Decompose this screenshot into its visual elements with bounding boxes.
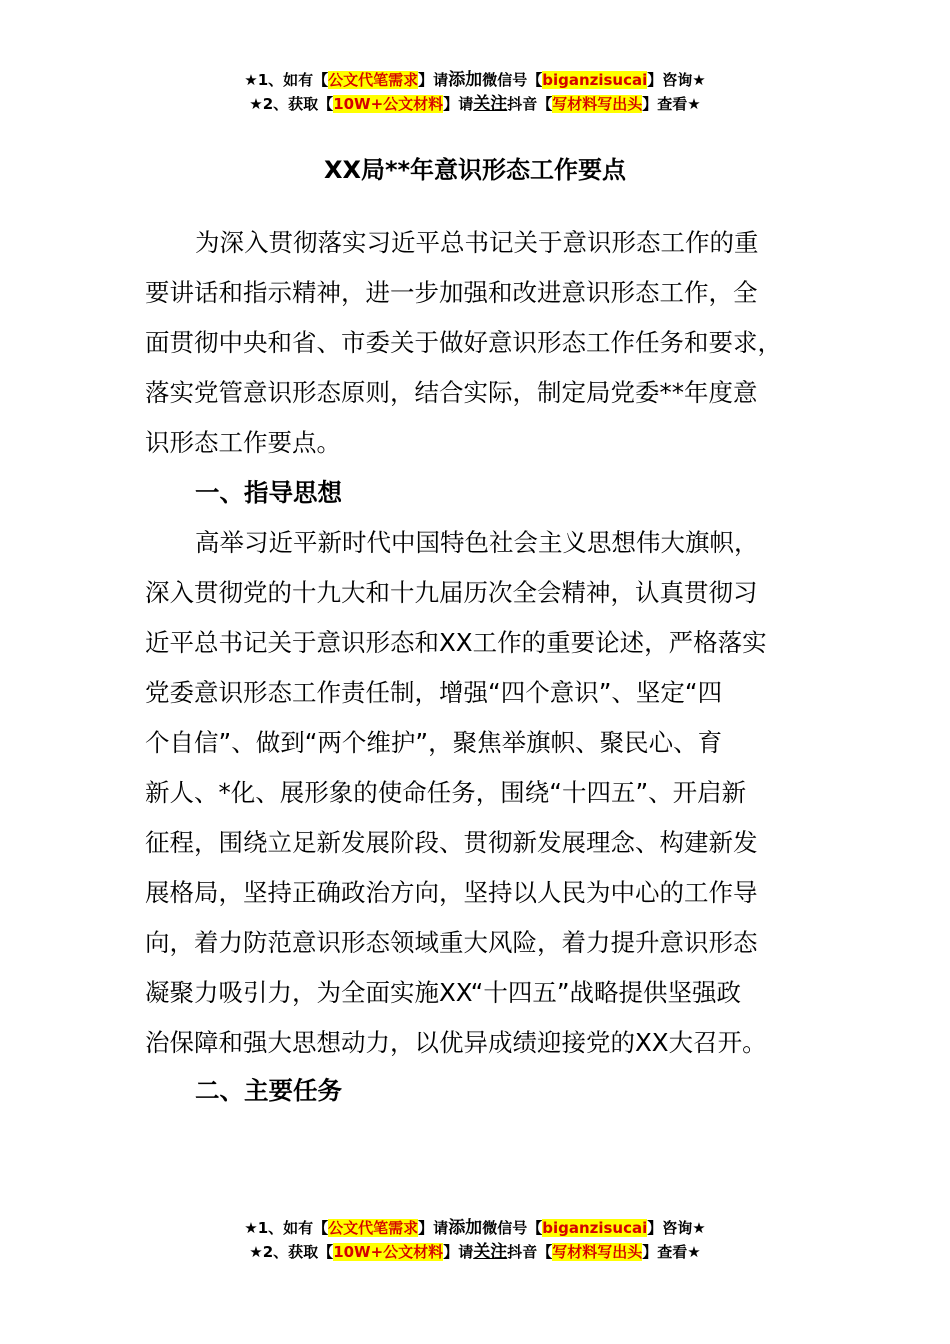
banner-text: 】咨询★ [647,1219,706,1237]
guiding-ideology-paragraph [145,518,810,1068]
bottom-banner [0,1216,950,1264]
banner-line-2 [0,1240,950,1264]
paragraph-line: 近平总书记关于意识形态和XX工作的重要论述，严格落实 [145,628,767,657]
highlight-wechat-id: biganzisucai [542,1219,648,1237]
banner-text: 】查看★ [642,95,701,113]
banner-line-1 [0,68,950,92]
paragraph-line: 要讲话和指示精神，进一步加强和改进意识形态工作，全 [145,278,758,307]
highlight-service: 公文代笔需求 [328,1219,419,1237]
section-heading-guiding-ideology: 一、指导思想 [195,478,342,507]
paragraph-line: 展格局，坚持正确政治方向，坚持以人民为中心的工作导 [145,878,758,907]
highlight-materials: 10W+公文材料 [333,1243,444,1261]
banner-text: 微信号【 [482,1219,543,1237]
banner-text: ★2、获取【 [249,1243,334,1261]
paragraph-line: 落实党管意识形态原则，结合实际，制定局党委**年度意 [145,378,758,407]
highlight-service: 公文代笔需求 [328,71,419,89]
banner-text: 】请 [443,95,474,113]
banner-emphasis: 添加 [448,1218,483,1238]
banner-text: 】请 [418,71,449,89]
banner-text: 】咨询★ [647,71,706,89]
banner-text: 】请 [418,1219,449,1237]
banner-text: 】查看★ [642,1243,701,1261]
banner-line-1 [0,1216,950,1240]
intro-paragraph [145,218,810,468]
paragraph-line: 面贯彻中央和省、市委关于做好意识形态工作任务和要求， [145,328,782,357]
highlight-wechat-id: biganzisucai [542,71,648,89]
banner-text: 微信号【 [482,71,543,89]
banner-text: 抖音【 [507,1243,553,1261]
banner-text: ★1、如有【 [244,71,329,89]
paragraph-line: 凝聚力吸引力，为全面实施XX“十四五”战略提供坚强政 [145,978,742,1007]
banner-line-2 [0,92,950,116]
banner-text: 抖音【 [507,95,553,113]
banner-text: ★1、如有【 [244,1219,329,1237]
paragraph-line: 新人、*化、展形象的使命任务，围绕“十四五”、开启新 [145,778,747,807]
highlight-douyin: 写材料写出头 [552,95,643,113]
paragraph-line: 个自信”、做到“两个维护”，聚焦举旗帜、聚民心、育 [145,728,723,757]
section-heading-main-tasks: 二、主要任务 [195,1076,342,1105]
paragraph-line: 高举习近平新时代中国特色社会主义思想伟大旗帜， [195,528,759,557]
banner-emphasis: 关注 [473,94,508,114]
banner-text: ★2、获取【 [249,95,334,113]
paragraph-line: 识形态工作要点。 [145,428,341,457]
paragraph-line: 为深入贯彻落实习近平总书记关于意识形态工作的重 [195,228,759,257]
paragraph-line: 治保障和强大思想动力，以优异成绩迎接党的XX大召开。 [145,1028,767,1057]
banner-emphasis: 添加 [448,70,483,90]
paragraph-line: 征程，围绕立足新发展阶段、贯彻新发展理念、构建新发 [145,828,758,857]
document-title: XX局**年意识形态工作要点 [323,156,627,184]
highlight-douyin: 写材料写出头 [552,1243,643,1261]
paragraph-line: 向，着力防范意识形态领域重大风险，着力提升意识形态 [145,928,758,957]
banner-text: 】请 [443,1243,474,1261]
paragraph-line: 党委意识形态工作责任制，增强“四个意识”、坚定“四 [145,678,723,707]
banner-emphasis: 关注 [473,1242,508,1262]
paragraph-line: 深入贯彻党的十九大和十九届历次全会精神，认真贯彻习 [145,578,758,607]
highlight-materials: 10W+公文材料 [333,95,444,113]
top-banner [0,68,950,116]
